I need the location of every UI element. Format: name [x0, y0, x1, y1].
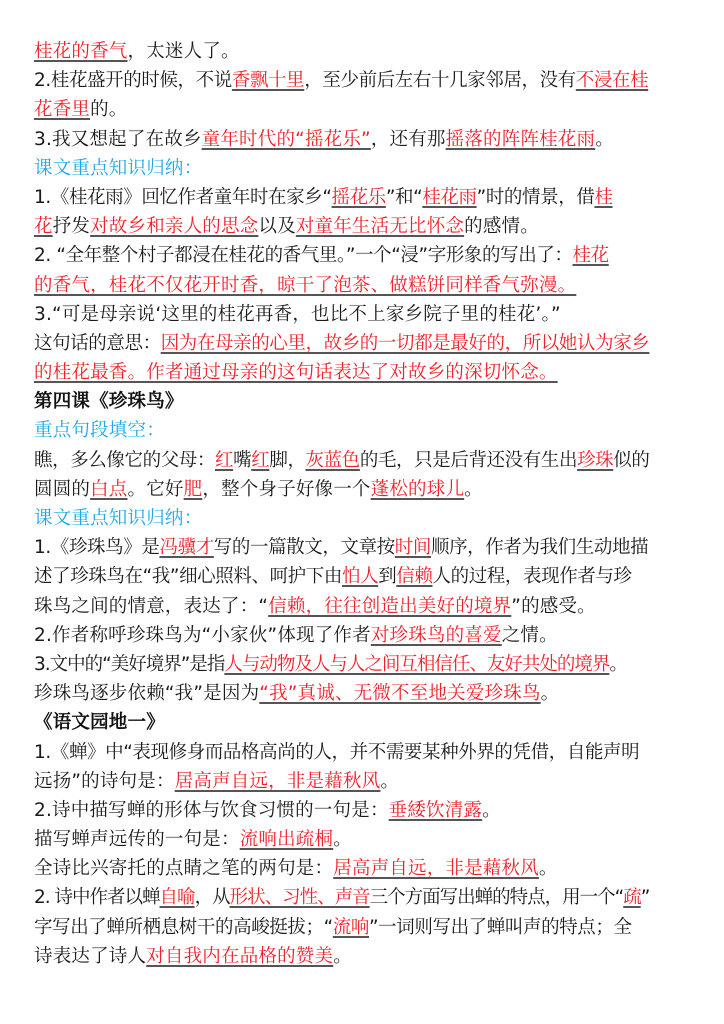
highlighted-answer: 对童年生活无比怀念: [295, 216, 465, 238]
text-line: [34, 358, 694, 387]
text-segment: 。: [482, 799, 501, 821]
text-segment: 1.《桂花雨》回忆作者童年时在家乡“: [34, 186, 332, 208]
text-segment: 。: [380, 770, 400, 792]
text-segment: ”的感受。: [511, 595, 596, 617]
highlighted-answer: 信赖: [396, 566, 433, 588]
highlighted-answer: 居高声自远，非是藉秋风: [333, 858, 539, 880]
text-segment: 圆圆的: [34, 478, 91, 500]
text-segment: 似的: [613, 449, 650, 471]
text-segment: 顺序，作者为我们生动地描: [430, 537, 649, 559]
text-segment: 抒发: [52, 216, 91, 238]
text-line: [34, 95, 694, 124]
highlighted-answer: 不浸在桂: [575, 70, 649, 92]
text-segment: 的。: [90, 99, 128, 121]
text-segment: 之情。: [501, 624, 558, 646]
highlighted-answer: “我”真诚、无微不至地关爱珍珠鸟: [259, 683, 541, 705]
text-segment: 3.“可是母亲说‘这里的桂花再香，也比不上家乡院子里的桂花’。”: [34, 303, 561, 325]
highlighted-answer: 因为在母亲的心里，故乡的一切都是最好的，所以她认为家乡: [160, 332, 650, 354]
section-heading: 重点句段填空：: [34, 420, 165, 442]
text-segment: 3.我又想起了在故乡: [34, 128, 202, 150]
highlighted-answer: 流响出疏桐: [239, 829, 334, 851]
text-line: [34, 679, 694, 708]
text-segment: 。: [333, 945, 352, 967]
text-segment: 诗表达了诗人: [34, 945, 147, 967]
text-segment: 2. “全年整个村子都浸在桂花的香气里。”一个“浸”字形象的写出了：: [34, 245, 573, 267]
text-line: [34, 212, 694, 241]
highlighted-answer: 垂緌饮清露: [388, 799, 483, 821]
text-line: [34, 738, 694, 767]
highlighted-answer: 形状、习性、声音: [229, 887, 370, 909]
section-heading: 课文重点知识归纳：: [34, 157, 203, 179]
text-line: [34, 37, 694, 66]
text-line: [34, 183, 694, 212]
text-line: [34, 796, 694, 825]
highlighted-answer: 信赖，往往创造出美好的境界: [268, 595, 512, 617]
highlighted-answer: 的桂花最香。作者通过母亲的这句话表达了对故乡的深切怀念。: [34, 362, 558, 384]
text-line: [34, 883, 694, 912]
text-segment: 。: [609, 653, 627, 675]
text-line: [34, 329, 694, 358]
text-segment: 珠鸟之间的情意，表达了：“: [34, 595, 269, 617]
text-line: [34, 533, 694, 562]
text-segment: ，太迷人了。: [127, 41, 240, 62]
text-line: [34, 125, 694, 154]
text-line: [34, 708, 694, 737]
text-segment: 2. 诗中作者以蝉: [34, 887, 160, 909]
text-segment: 。: [464, 478, 483, 500]
text-line: [34, 271, 694, 300]
highlighted-answer: 摇花乐: [331, 186, 386, 208]
text-segment: 的感情。: [464, 216, 539, 238]
text-segment: 全诗比兴寄托的点睛之笔的两句是：: [34, 858, 334, 880]
text-segment: 以及: [258, 216, 296, 238]
text-segment: 。: [540, 683, 560, 705]
text-line: [34, 854, 694, 883]
highlighted-answer: 桂花: [572, 245, 609, 267]
text-segment: 。它好: [127, 478, 184, 500]
highlighted-answer: 香飘十里: [231, 70, 305, 92]
text-segment: 人的过程，表现作者与珍: [432, 566, 632, 588]
text-line: [34, 650, 694, 679]
text-line: [34, 621, 694, 650]
text-segment: ，至少前后左右十几家邻居，没有: [304, 70, 576, 92]
text-segment: ”和“: [385, 186, 423, 208]
text-segment: 。: [333, 829, 352, 851]
highlighted-answer: 流响: [332, 916, 369, 938]
text-line: [34, 592, 694, 621]
highlighted-answer: 童年时代的“摇花乐”: [201, 128, 371, 150]
highlighted-answer: 珍珠: [577, 449, 614, 471]
highlighted-answer: 花: [34, 216, 53, 238]
text-segment: ”: [640, 887, 650, 909]
text-line: [34, 504, 694, 533]
highlighted-answer: 时间: [394, 537, 431, 559]
document-page: [34, 37, 694, 971]
text-segment: 三个方面写出蝉的特点，用一个“: [369, 887, 624, 909]
text-segment: ，从: [194, 887, 230, 909]
highlighted-answer: 自喻: [159, 887, 195, 909]
text-segment: 的毛，只是后背还没有生出: [359, 449, 578, 471]
highlighted-answer: 居高声自远，非是藉秋风: [174, 770, 381, 792]
text-segment: 写的一篇散文，文章按: [213, 537, 395, 559]
text-segment: 远扬”的诗句是：: [34, 770, 175, 792]
highlighted-answer: 红: [251, 449, 270, 471]
text-line: [34, 387, 694, 416]
highlighted-answer: 白点: [90, 478, 128, 500]
highlighted-answer: 冯骥才: [159, 537, 214, 559]
text-segment: ”时的情景，借: [476, 186, 595, 208]
text-line: [34, 241, 694, 270]
highlighted-answer: 红: [215, 449, 234, 471]
highlighted-answer: 对故乡和亲人的思念: [90, 216, 259, 238]
section-heading: 《语文园地一》: [34, 712, 165, 734]
text-line: [34, 942, 694, 971]
highlighted-answer: 蓬松的球儿: [370, 478, 465, 500]
text-segment: 这句话的意思：: [34, 332, 161, 354]
text-segment: 字写出了蝉所栖息树干的高峻挺拔；“: [34, 916, 333, 938]
highlighted-answer: 对珍珠鸟的喜爱: [370, 624, 502, 646]
text-segment: 瞧，多么像它的父母：: [34, 449, 216, 471]
text-line: [34, 913, 694, 942]
highlighted-answer: 摇落的阵阵桂花雨: [445, 128, 596, 150]
text-segment: 描写蝉声远传的一句是：: [34, 829, 240, 851]
highlighted-answer: 花香里: [34, 99, 91, 121]
text-segment: 珍珠鸟逐步依赖“我”是因为: [34, 683, 260, 705]
highlighted-answer: 疏: [623, 887, 641, 909]
text-segment: 1.《珍珠鸟》是: [34, 537, 160, 559]
text-segment: 2.作者称呼珍珠鸟为“小家伙”体现了作者: [34, 624, 371, 646]
text-segment: 。: [595, 128, 614, 150]
text-segment: ，还有那: [370, 128, 446, 150]
text-line: [34, 66, 694, 95]
highlighted-answer: 怕人: [341, 566, 379, 588]
text-line: [34, 562, 694, 591]
highlighted-answer: 肥: [183, 478, 203, 500]
highlighted-answer: 桂花雨: [422, 186, 477, 208]
text-line: [34, 825, 694, 854]
text-line: [34, 475, 694, 504]
text-segment: 嘴: [233, 449, 252, 471]
text-line: [34, 767, 694, 796]
text-segment: 述了珍珠鸟在“我”细心照料、呵护下由: [34, 566, 342, 588]
text-segment: 到: [378, 566, 397, 588]
text-segment: 1.《蝉》中“表现修身而品格高尚的人，并不需要某种外界的凭借，自能声明: [34, 741, 640, 763]
section-heading: 课文重点知识归纳：: [34, 508, 203, 529]
text-line: [34, 300, 694, 329]
text-segment: 3.文中的“美好境界”是指: [34, 653, 225, 675]
highlighted-answer: 桂花的香气: [34, 41, 128, 62]
section-heading: 第四课《珍珠鸟》: [34, 391, 184, 413]
text-segment: 2.诗中描写蝉的形体与饮食习惯的一句是：: [34, 799, 389, 821]
text-segment: 脚，: [269, 449, 306, 471]
highlighted-answer: 对自我内在品格的赞美: [146, 945, 334, 967]
text-segment: 。: [538, 858, 558, 880]
highlighted-answer: 桂: [594, 186, 613, 208]
highlighted-answer: 的香气，桂花不仅花开时香，晾干了泡茶、做糕饼同样香气弥漫。: [34, 274, 577, 296]
text-segment: 2.桂花盛开的时候，不说: [34, 70, 232, 92]
text-line: [34, 416, 694, 445]
highlighted-answer: 灰蓝色: [305, 449, 360, 471]
text-line: [34, 446, 694, 475]
text-segment: ，整个身子好像一个: [202, 478, 371, 500]
highlighted-answer: 人与动物及人与人之间互相信任、友好共处的境界: [224, 653, 610, 675]
text-segment: ”一词则写出了蝉叫声的特点；全: [369, 916, 632, 938]
text-line: [34, 154, 694, 183]
